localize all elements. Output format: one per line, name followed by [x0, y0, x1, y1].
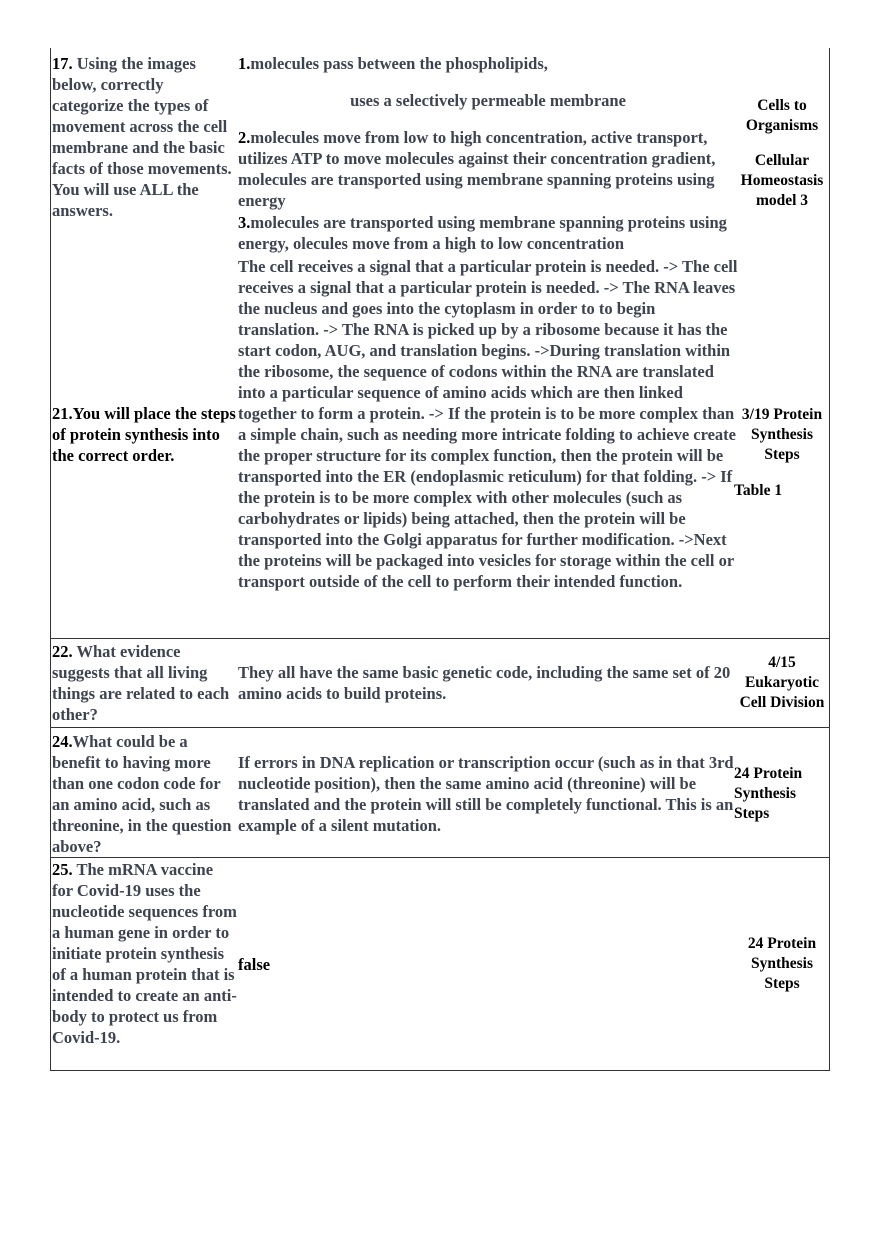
- question-21: 21.You will place the steps of protein synthesis into the correct order.: [52, 404, 236, 465]
- answer-22: They all have the same basic genetic code, including the same set of 20 amino acids to build proteins.: [238, 663, 731, 703]
- answer-24: If errors in DNA replication or transcription occur (such as in that 3rd nucleotide position), then the same amino acid (threonine) will be translated and the protein will still be completely functional. This is an example of a silent mutation.: [238, 753, 734, 835]
- reference-24: 24 Protein Synthesis Steps: [734, 765, 803, 822]
- answer-21: The cell receives a signal that a particular protein is needed. -> The cell receives a signal that a particular protein is needed. -> The RNA leaves the nucleus and goes into the cytoplasm in order to to begin translation. -> The RNA is picked up by a ribosome because it has the start codon, AUG, and translation begins. ->During translation within the ribosome, the sequence of codons within the RNA are translated into a particular sequence of amino acids which are then linked together to form a protein. -> If the protein is to be more complex than a simple chain, such as needing more intricate folding to achieve create the proper structure for its complex function, then the protein will be transported into the ER (endoplasmic reticulum) for that folding. -> If the protein is to be more complex with other molecules (such as carbohydrates or lipids) being attached, then the protein will be transported into the Golgi apparatus for further modification. ->Next the proteins will be packaged into vesicles for storage within the cell or transport outside of the cell to perform their intended function.: [238, 257, 738, 591]
- reference-22: 4/15 Eukaryotic Cell Division: [739, 654, 825, 711]
- reference-17-a: Cells to Organisms: [745, 97, 819, 134]
- answer-17-line1b: uses a selectively permeable membrane: [350, 91, 626, 110]
- answer-17-line2: 2.molecules move from low to high concentration, active transport, utilizes ATP to move molecules against their concentration gradient, molecules are transported using membrane spanning proteins using energy: [238, 128, 716, 210]
- question-22: 22. What evidence suggests that all living things are related to each other?: [52, 642, 230, 724]
- question-24: 24.What could be a benefit to having more than one codon code for an amino acid, such as threonine, in the question above?: [52, 732, 232, 856]
- reference-25: 24 Protein Synthesis Steps: [747, 935, 817, 992]
- reference-21-a: 3/19 Protein Synthesis Steps: [741, 406, 823, 463]
- row-divider: [50, 727, 830, 728]
- question-17: 17. Using the images below, correctly categorize the types of movement across the cell membrane and the basic facts of those movements. You will use ALL the answers.: [52, 54, 232, 220]
- row-divider: [50, 638, 830, 639]
- answer-17-line1: 1.molecules pass between the phospholipids,: [238, 54, 548, 73]
- reference-17-b: Cellular Homeostasis model 3: [740, 152, 824, 209]
- reference-21-b: Table 1: [734, 482, 783, 499]
- row-divider: [50, 857, 830, 858]
- answer-17-line3: 3.molecules are transported using membrane spanning proteins using energy, olecules move from a high to low concentration: [238, 213, 727, 253]
- answer-25: false: [238, 955, 271, 974]
- question-25: 25. The mRNA vaccine for Covid-19 uses the nucleotide sequences from a human gene in order to initiate protein synthesis of a human protein that is intended to create an anti-body to protect us from Covid-19.: [52, 860, 237, 1047]
